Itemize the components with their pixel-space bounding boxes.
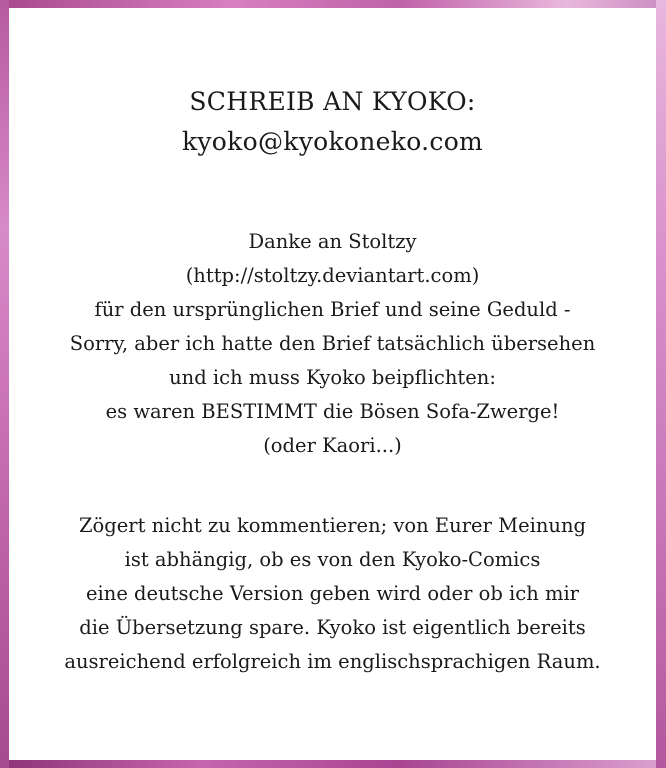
thanks-line: Sorry, aber ich hatte den Brief tatsächlich übersehen (69, 332, 596, 355)
frame-left-border (0, 0, 9, 768)
comment-line: eine deutsche Version geben wird oder ob ich mir (85, 582, 579, 605)
comment-paragraph (9, 509, 656, 679)
page-content (9, 8, 656, 760)
comment-line: Zögert nicht zu kommentieren; von Eurer Meinung (78, 514, 587, 537)
contact-title: SCHREIB AN KYOKO: (189, 87, 476, 116)
thanks-line: es waren BESTIMMT die Bösen Sofa-Zwerge! (105, 400, 560, 423)
thanks-line: (oder Kaori...) (263, 434, 402, 457)
comment-line: ist abhängig, ob es von den Kyoko-Comics (124, 548, 541, 571)
frame-bottom-border (0, 760, 666, 768)
frame-right-border (656, 0, 666, 768)
thanks-link[interactable]: (http://stoltzy.deviantart.com) (185, 264, 480, 287)
frame-top-border (0, 0, 666, 8)
thanks-paragraph (9, 225, 656, 463)
contact-email[interactable]: kyoko@kyokoneko.com (181, 127, 484, 156)
thanks-line: für den ursprünglichen Brief und seine Geduld - (94, 298, 571, 321)
comment-line: die Übersetzung spare. Kyoko ist eigentlich bereits (79, 616, 586, 639)
contact-header (9, 82, 656, 162)
thanks-line: Danke an Stoltzy (248, 230, 417, 253)
comment-line: ausreichend erfolgreich im englischsprachigen Raum. (64, 650, 601, 673)
thanks-line: und ich muss Kyoko beipflichten: (169, 366, 496, 389)
